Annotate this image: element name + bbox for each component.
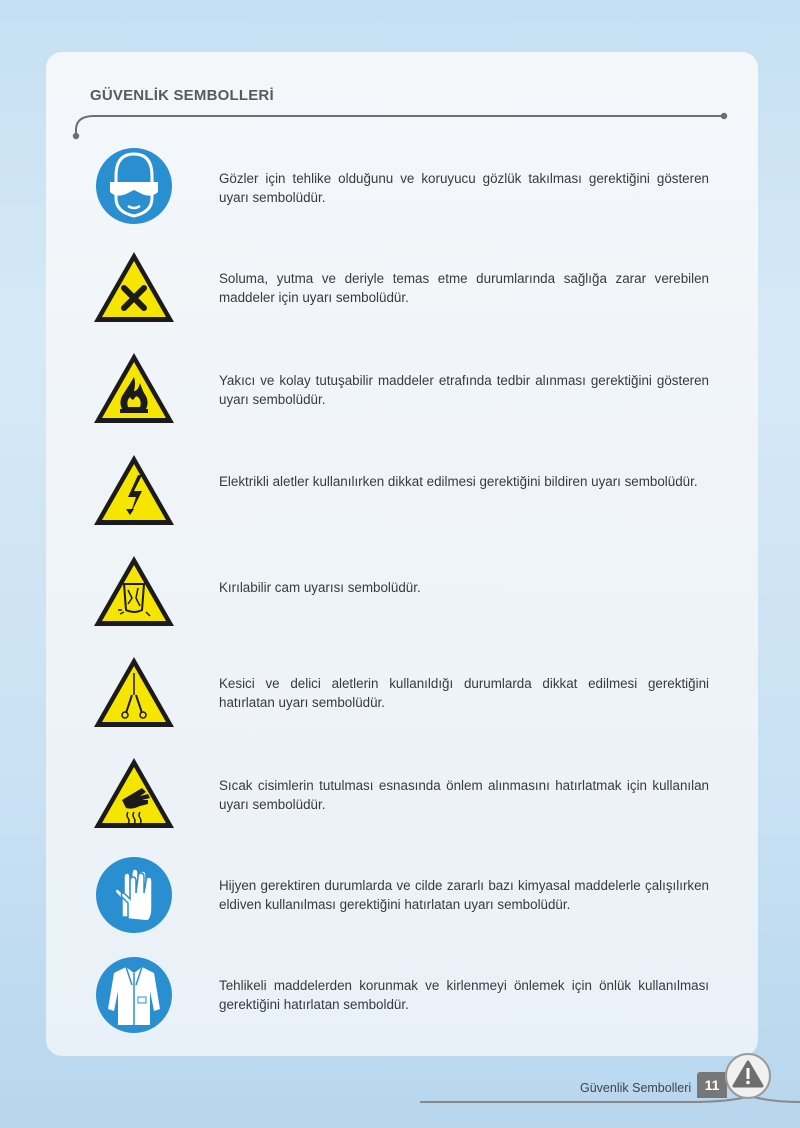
flammable-icon: [92, 349, 176, 429]
symbol-description: Elektrikli aletler kullanılırken dikkat edilmesi gerektiğini bildiren uyarı sembolüdür.: [219, 474, 698, 489]
symbol-row: [0, 146, 800, 236]
warning-icon: [720, 1052, 776, 1102]
symbol-row: [0, 451, 800, 541]
safety-goggles-icon: [92, 146, 176, 226]
harmful-substance-icon: [92, 248, 176, 328]
symbol-description: Kesici ve delici aletlerin kullanıldığı durumlarda dikkat edilmesi gerektiğini hatırlatan uyarı sembolüdür.: [219, 676, 709, 710]
page-title: GÜVENLİK SEMBOLLERİ: [90, 87, 274, 104]
hot-surface-icon: [92, 754, 176, 834]
sharp-object-icon: [92, 653, 176, 733]
symbol-row: [0, 248, 800, 338]
symbol-description: Soluma, yutma ve deriyle temas etme durumlarında sağlığa zarar verebilen maddeler için uyarı sembolüdür.: [219, 271, 709, 305]
footer-label: Güvenlik Sembolleri: [580, 1081, 692, 1095]
symbol-row: [0, 552, 800, 642]
symbol-description: Yakıcı ve kolay tutuşabilir maddeler etrafında tedbir alınması gerektiğini gösteren uyarı sembolüdür.: [219, 373, 709, 407]
gloves-icon: [92, 855, 176, 935]
page-number: 11: [697, 1072, 727, 1098]
electrical-hazard-icon: [92, 451, 176, 531]
symbol-description: Hijyen gerektiren durumlarda ve cilde zararlı bazı kimyasal maddelerle çalışılırken eldiven kullanılması gerektiğini hatırlatan uyarı sembolüdür.: [219, 878, 709, 912]
symbol-row: [0, 754, 800, 844]
symbol-row: [0, 855, 800, 945]
symbol-row: [0, 349, 800, 439]
symbol-description: Kırılabilir cam uyarısı sembolüdür.: [219, 580, 421, 595]
symbol-description: Gözler için tehlike olduğunu ve koruyucu gözlük takılması gerektiğini gösteren uyarı sembolüdür.: [219, 171, 709, 205]
title-underline: [70, 110, 734, 142]
symbol-description: Tehlikeli maddelerden korunmak ve kirlenmeyi önlemek için önlük kullanılması gerektiğini hatırlatan semboldür.: [219, 978, 709, 1012]
symbol-description: Sıcak cisimlerin tutulması esnasında önlem alınmasını hatırlatmak için kullanılan uyarı sembolüdür.: [219, 778, 709, 812]
symbol-row: [0, 653, 800, 743]
breakable-glass-icon: [92, 552, 176, 632]
symbol-row: [0, 955, 800, 1045]
lab-coat-icon: [92, 955, 176, 1035]
